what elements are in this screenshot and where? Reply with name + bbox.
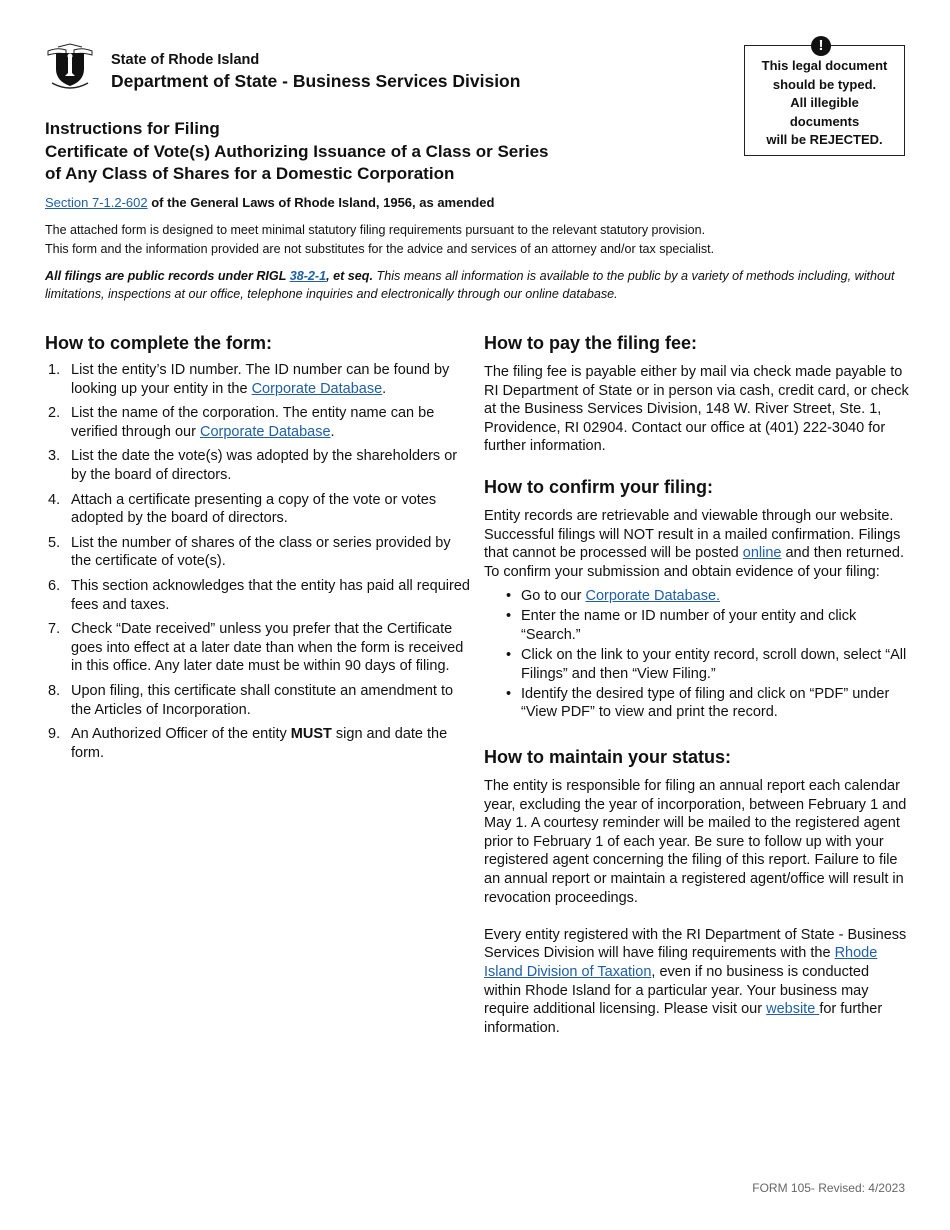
disclaimer [45, 221, 895, 259]
public-records-bold: All filings are public records under RIGL [45, 269, 290, 283]
notice-line: This legal document [761, 58, 888, 73]
notice-line: documents [789, 113, 860, 129]
law-reference [45, 195, 494, 210]
list-item: 5. List the number of shares of the class or series provided by the certificate of vote(s). [48, 534, 451, 570]
notice-line: will be REJECTED. [766, 132, 883, 147]
department-name: Department of State - Business Services Division [111, 71, 521, 91]
law-reference-text: of the General Laws of Rhode Island, 1956, as amended [147, 195, 495, 210]
list-item: 1. List the entity’s ID number. The ID number can be found by looking up your entity in the Corporate Database. [48, 362, 450, 397]
maintain-status-heading: How to maintain your status: [484, 747, 732, 767]
list-item: 3. List the date the vote(s) was adopted by the shareholders or by the board of directors. [48, 448, 458, 483]
disclaimer-line1: The attached form is designed to meet minimal statutory filing requirements pursuant to the relevant statutory provision. [45, 223, 706, 237]
online-link[interactable]: online [742, 545, 782, 562]
list-item: • Identify the desired type of filing and click on “PDF” under “View PDF” to view and print the record. [506, 685, 909, 722]
confirm-filing-text: Entity records are retrievable and viewable through our website. Successful filings will NOT result in a mailed confirmation. Filings that cannot be processed will be posted online and then returned. To confirm your submission and obtain evidence of your filing: [484, 507, 904, 580]
corporate-database-link[interactable]: Corporate Database. [585, 588, 721, 605]
list-item: 2. List the name of the corporation. The entity name can be verified through our Corporate Database. [48, 405, 435, 440]
public-records-notice [45, 267, 905, 303]
rejection-notice-box [744, 45, 905, 156]
form-title-line2: of Any Class of Shares for a Domestic Corporation [45, 164, 455, 183]
list-item: 6. This section acknowledges that the entity has paid all required fees and taxes. [48, 577, 470, 613]
section-link[interactable]: Section 7-1.2-602 [45, 195, 148, 210]
notice-line: All illegible [790, 95, 859, 110]
list-item: • Enter the name or ID number of your entity and click “Search.” [506, 607, 909, 644]
complete-form-section [45, 333, 470, 768]
list-item: 9. An Authorized Officer of the entity MUST sign and date the form. [48, 726, 448, 761]
confirm-filing-heading: How to confirm your filing: [484, 476, 713, 497]
maintain-status-text: The entity is responsible for filing an annual report each calendar year, excluding the year of incorporation, between February 1 and May 1. A courtesy reminder will be mailed to the registered agent prior to February 1 of each year. Be sure to follow up with your registered agent concerning the filing of this report. Failure to file an annual report or maintain a registered agent/office will result in revocation proceedings. [484, 778, 907, 906]
right-column [484, 333, 909, 1037]
pay-fee-text: The filing fee is payable either by mail via check made payable to RI Department of State or in person via cash, credit card, or check at the Business Services Division, 148 W. River Street, Ste. 1, Providence, RI 02904. Contact our office at (401) 222-3040 for further information. [484, 364, 909, 455]
form-title-line1: Certificate of Vote(s) Authorizing Issuance of a Class or Series [45, 142, 549, 161]
list-item: 4. Attach a certificate presenting a copy of the vote or votes adopted by the board of directors. [48, 491, 437, 527]
public-records-etseq: , et seq. [326, 269, 374, 283]
rhode-island-seal-icon [44, 43, 96, 91]
state-name: State of Rhode Island [111, 52, 260, 68]
steps-list [45, 361, 470, 762]
public-records-text: This means all information is available to the public by a variety of methods including, without limitations, inspections at our office, telephone inquiries and electronically through our online database. [45, 269, 895, 301]
exclamation-icon: ! [811, 36, 831, 56]
complete-form-heading: How to complete the form: [45, 333, 273, 353]
taxation-text: Every entity registered with the RI Department of State - Business Services Division will have filing requirements with the Rhode Island Division of Taxation, even if no business is conducted within Rhode Island for a particular year. Your business may require additional licensing. Please visit our website for further information. [484, 926, 907, 1036]
notice-line: should be typed. [772, 76, 877, 92]
disclaimer-line2: This form and the information provided are not substitutes for the advice and services of an attorney and/or tax specialist. [45, 242, 715, 256]
pay-fee-heading: How to pay the filing fee: [484, 333, 698, 353]
website-link[interactable]: website [766, 1001, 820, 1018]
list-item: • Go to our Corporate Database. [506, 587, 909, 606]
list-item: 7. Check “Date received” unless you prefer that the Certificate goes into effect at a later date than when the form is received in this office. Any later date must be within 90 days of filing. [48, 621, 464, 675]
corporate-database-link[interactable]: Corporate Database [199, 423, 331, 440]
confirm-steps-list [484, 587, 909, 722]
taxation-link[interactable]: Rhode Island Division of Taxation [484, 945, 878, 980]
list-item: • Click on the link to your entity record, scroll down, select “All Filings” and then “View Filing.” [506, 646, 909, 683]
corporate-database-link[interactable]: Corporate Database [251, 380, 383, 397]
form-revision: FORM 105- Revised: 4/2023 [752, 1181, 905, 1195]
rigl-link[interactable]: 38-2-1 [289, 269, 327, 283]
instructions-title: Instructions for Filing [45, 119, 220, 138]
list-item: 8. Upon filing, this certificate shall constitute an amendment to the Articles of Incorporation. [48, 682, 454, 718]
